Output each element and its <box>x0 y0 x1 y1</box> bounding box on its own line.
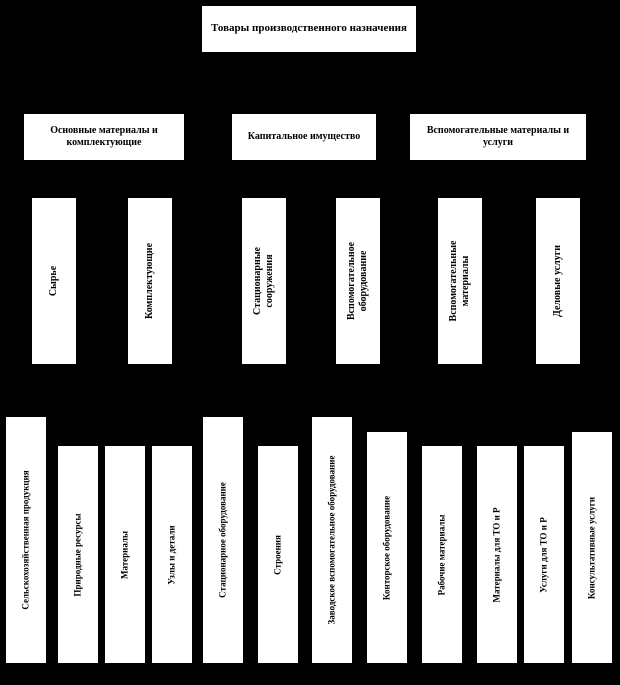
item-label-12: Консультативные услуги <box>586 496 597 599</box>
subcategory-label-5: Вспомогательные материалы <box>448 240 471 322</box>
category-label-2: Капитальное имущество <box>247 130 361 142</box>
subcategory-box-6 <box>534 196 582 366</box>
category-box-2 <box>230 112 378 162</box>
item-box-8 <box>365 430 409 665</box>
subcategory-label-4: Вспомогательное оборудование <box>346 241 369 321</box>
item-box-12 <box>570 430 614 665</box>
item-box-1 <box>4 415 48 665</box>
item-box-10 <box>475 444 519 665</box>
item-label-3: Материалы <box>119 530 130 579</box>
category-box-3 <box>408 112 588 162</box>
item-label-10: Материалы для ТО и Р <box>491 506 502 603</box>
subcategory-label-3: Стационарные сооружения <box>252 247 275 315</box>
item-label-7: Заводское вспомогательное оборудование <box>326 455 337 625</box>
item-box-3 <box>103 444 147 665</box>
item-label-4: Узлы и детали <box>166 524 177 585</box>
subcategory-box-1 <box>30 196 78 366</box>
item-label-11: Услуги для ТО и Р <box>538 516 549 593</box>
subcategory-box-2 <box>126 196 174 366</box>
item-label-9: Рабочие материалы <box>436 514 447 595</box>
subcategory-box-4 <box>334 196 382 366</box>
category-label-1: Основные материалы и комплектующие <box>50 124 158 148</box>
item-box-7 <box>310 415 354 665</box>
item-box-9 <box>420 444 464 665</box>
item-box-2 <box>56 444 100 665</box>
item-box-5 <box>201 415 245 665</box>
item-label-1: Сельскохозяйственная продукция <box>20 470 31 610</box>
category-box-1 <box>22 112 186 162</box>
item-box-4 <box>150 444 194 665</box>
item-box-6 <box>256 444 300 665</box>
item-label-2: Природные ресурсы <box>72 513 83 596</box>
diagram-title: Товары производственного назначения <box>211 22 407 35</box>
item-label-6: Строения <box>272 534 283 575</box>
subcategory-label-1: Сырье <box>48 265 59 297</box>
subcategory-box-3 <box>240 196 288 366</box>
subcategory-box-5 <box>436 196 484 366</box>
category-label-3: Вспомогательные материалы и услуги <box>426 124 570 148</box>
item-box-11 <box>522 444 566 665</box>
subcategory-label-2: Комплектующие <box>144 242 155 320</box>
item-label-5: Стационарное оборудование <box>217 482 228 598</box>
subcategory-label-6: Деловые услуги <box>552 245 563 317</box>
diagram-title-box <box>200 4 418 54</box>
item-label-8: Конторское оборудование <box>381 495 392 600</box>
